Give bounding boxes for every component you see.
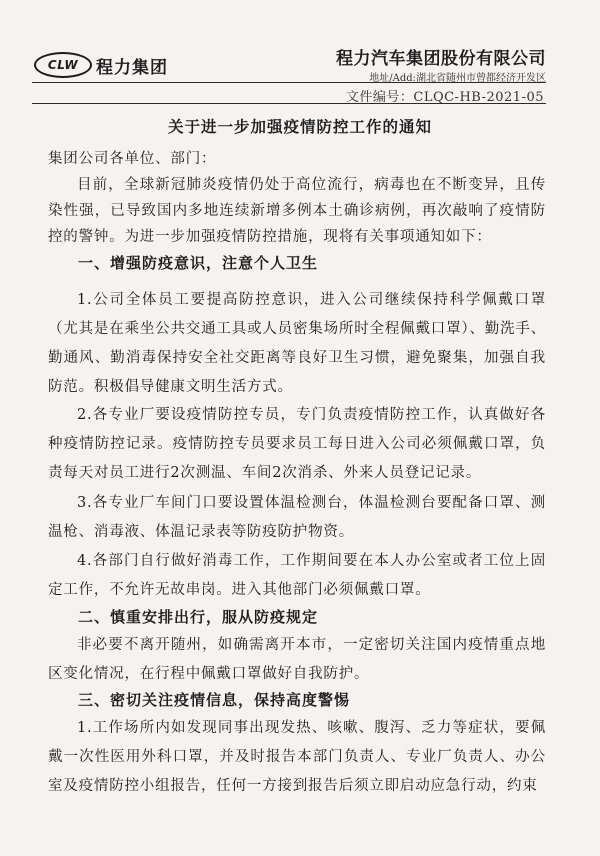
notice-title: 关于进一步加强疫情防控工作的通知 (167, 117, 432, 136)
section1-item-4: 4.各部门自行做好消毒工作，工作期间要在本人办公室或者工位上固定工作，不允许无故串岗。进入其他部门必须佩戴口罩。 (48, 553, 546, 598)
section-heading-3: 三、密切关注疫情信息，保持高度警惕 (78, 691, 351, 709)
header-rule-lower (32, 103, 546, 104)
section1-item-3: 3.各专业厂车间门口要设置体温检测台，体温检测台要配备口罩、测温枪、消毒液、体温记录表等防疫防护物资。 (48, 495, 546, 540)
section2-paragraph: 非必要不离开随州，如确需离开本市，一定密切关注国内疫情重点地区变化情况，在行程中佩戴口罩做好自我防护。 (48, 637, 546, 682)
salutation: 集团公司各单位、部门： (48, 151, 217, 167)
section1-item-2: 2.各专业厂要设疫情防控专员，专门负责疫情防控工作，认真做好各种疫情防控记录。疫情防控专员要求员工每日进入公司必须佩戴口罩，负责每天对员工进行2次测温、车间2次消杀、外来人员登记记录。 (48, 407, 546, 481)
section3-item-1: 1.工作场所内如发现同事出现发热、咳嗽、腹泻、乏力等症状，要佩戴一次性医用外科口罩，并及时报告本部门负责人、专业厂负责人、办公室及疫情防控小组报告，任何一方接到报告后须立即启动应急行动，约束 (48, 720, 546, 794)
company-logo (34, 52, 168, 78)
company-address: 地址/Add:湖北省随州市曾都经济开发区 (369, 73, 546, 84)
clw-logo-icon: CLW (34, 52, 92, 78)
company-name: 程力汽车集团股份有限公司 (336, 49, 546, 69)
section1-item-1: 1.公司全体员工要提高防控意识，进入公司继续保持科学佩戴口罩（尤其是在乘坐公共交通工具或人员密集场所时全程佩戴口罩）、勤洗手、勤通风、勤消毒保持安全社交距离等良好卫生习惯，避免聚集，加强自我防范。积极倡导健康文明生活方式。 (48, 292, 546, 395)
logo-name: 程力集团 (96, 57, 168, 78)
header-rule (32, 82, 546, 83)
section-heading-2: 二、慎重安排出行，服从防疫规定 (78, 608, 319, 626)
intro-paragraph: 目前，全球新冠肺炎疫情仍处于高位流行，病毒也在不断变异，且传染性强，已导致国内多地连续新增多例本土确诊病例，再次敲响了疫情防控的警钟。为进一步加强疫情防控措施，现将有关事项通知如下： (48, 177, 546, 245)
section-heading-1: 一、增强防疫意识，注意个人卫生 (78, 254, 319, 272)
document-number: 文件编号：CLQC-HB-2021-05 (345, 90, 544, 105)
